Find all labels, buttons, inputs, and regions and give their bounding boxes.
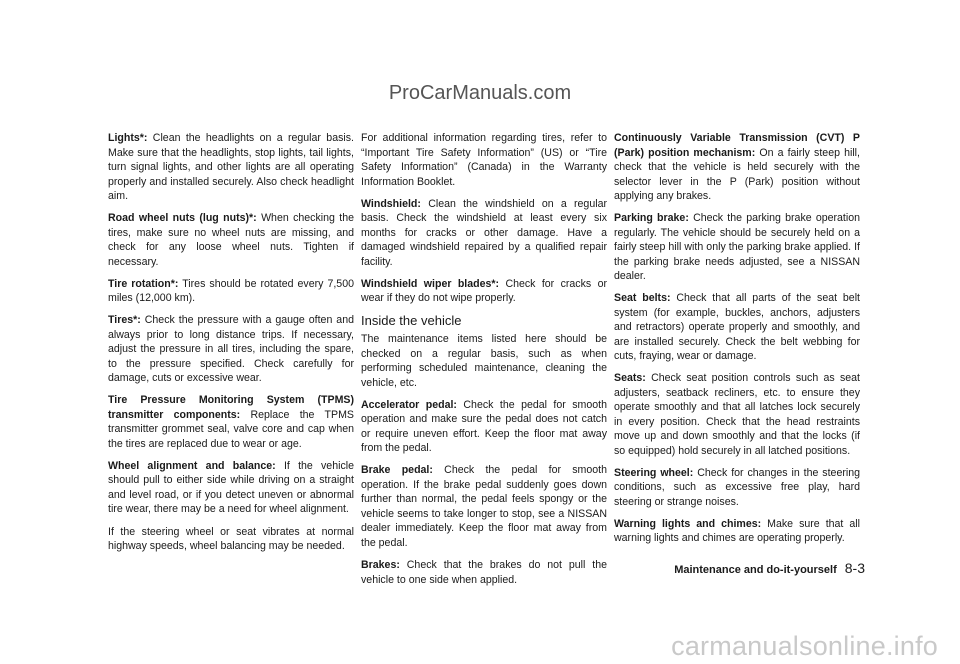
paragraph-label: Road wheel nuts (lug nuts)*:: [108, 212, 257, 225]
paragraph-label: Seat belts:: [614, 292, 671, 305]
watermark-top: ProCarManuals.com: [388, 82, 572, 104]
paragraph-label: Lights*:: [108, 132, 148, 144]
paragraph: [614, 291, 860, 364]
paragraph-text: Check seat position controls such as seat adjusters, seatback recliners, etc. to ensure they operate smoothly and that all latches lock securely in every position. Check that the head restraints move up and down smoothly and that the locks (if so equipped) hold securely in all latched positions.: [614, 372, 860, 457]
paragraph-text: Check for cracks or wear if they do not wipe properly.: [361, 277, 607, 305]
paragraph: [361, 463, 607, 550]
paragraph: [614, 466, 860, 510]
paragraph: [108, 313, 354, 386]
paragraph: [108, 393, 354, 451]
paragraph-label: Tire Pressure Monitoring System (TPMS) transmitter components:: [108, 394, 354, 421]
paragraph: [614, 131, 860, 204]
paragraph-label: Brakes:: [361, 559, 400, 572]
paragraph: [614, 211, 860, 284]
paragraph: [361, 398, 607, 456]
column-3: [614, 131, 860, 554]
paragraph-text: Replace the TPMS transmitter grommet seal, valve core and cap when the tires are replaced due to wear or age.: [108, 408, 354, 450]
paragraph-text: Check that all parts of the seat belt system (for example, buckles, anchors, adjusters and retractors) operate properly and smoothly, and are installed securely. Check the belt webbing for cuts, fraying, wear or damage.: [614, 292, 860, 363]
paragraph: [108, 459, 354, 517]
paragraph-label: Seats:: [614, 372, 646, 385]
paragraph: [361, 332, 607, 390]
paragraph-text: The maintenance items listed here should be checked on a regular basis, such as when performing scheduled maintenance, cleaning the vehicle, etc.: [361, 333, 607, 389]
paragraph: [361, 131, 607, 189]
paragraph-text: If the steering wheel or seat vibrates at normal highway speeds, wheel balancing may be needed.: [108, 525, 354, 553]
footer-section-title: Maintenance and do-it-yourself: [674, 564, 837, 576]
paragraph: [108, 211, 354, 269]
paragraph-label: Steering wheel:: [614, 466, 694, 479]
paragraph-label: Parking brake:: [614, 212, 689, 225]
section-heading-inside-vehicle: Inside the vehicle: [361, 313, 462, 329]
paragraph-label: Continuously Variable Transmission (CVT) P (Park) position mechanism:: [614, 132, 860, 159]
paragraph-text: Tires should be rotated every 7,500 miles (12,000 km).: [108, 277, 354, 305]
paragraph-text: Check the pedal for smooth operation. If the brake pedal suddenly goes down further than normal, the pedal feels spongy or the vehicle seems to take longer to stop, see a NISSAN dealer immediately. Keep the floor mat away from the pedal.: [361, 464, 607, 549]
paragraph: [361, 197, 607, 270]
paragraph-text: Clean the windshield on a regular basis. Check the windshield at least every six months for cracks or other damage. Have a damaged windshield repaired by a qualified repair facility.: [361, 197, 607, 268]
paragraph: [614, 371, 860, 458]
paragraph-text: When checking the tires, make sure no wheel nuts are missing, and check for any loose wheel nuts. Tighten if necessary.: [108, 212, 354, 268]
watermark-bottom: carmanualsonline.info: [671, 631, 938, 661]
paragraph-label: Wheel alignment and balance:: [108, 459, 276, 472]
paragraph: [108, 131, 354, 204]
page-footer: [674, 560, 865, 576]
paragraph-text: Check the pedal for smooth operation and make sure the pedal does not catch or require uneven effort. Keep the floor mat away from the pedal.: [361, 398, 607, 455]
paragraph-text: On a fairly steep hill, check that the vehicle is held securely with the selector lever in the P (Park) position without applying any brakes.: [614, 146, 860, 202]
column-2: [361, 131, 607, 595]
paragraph: [361, 558, 607, 587]
paragraph-text: For additional information regarding tires, refer to “Important Tire Safety Information” (US) or “Tire Safety Information” (Canada) in the Warranty Information Booklet.: [361, 132, 607, 188]
paragraph: [108, 525, 354, 554]
paragraph-text: Check that the brakes do not pull the vehicle to one side when applied.: [361, 559, 607, 586]
paragraph: [361, 277, 607, 306]
column-1: [108, 131, 354, 561]
paragraph-label: Tire rotation*:: [108, 277, 179, 290]
paragraph-label: Warning lights and chimes:: [614, 517, 762, 530]
column-2-top: [361, 131, 607, 306]
paragraph-text: Make sure that all warning lights and chimes are operating properly.: [614, 517, 860, 545]
paragraph-label: Brake pedal:: [361, 464, 433, 477]
paragraph-text: Clean the headlights on a regular basis. Make sure that the headlights, stop lights, tail lights, turn signal lights, and other lights are all operating properly and installed securely. Also check headlight aim.: [108, 132, 354, 202]
column-2-bottom: [361, 332, 607, 587]
paragraph-text: Check the parking brake operation regularly. The vehicle should be securely held on a fairly steep hill with only the parking brake applied. If the parking brake needs adjusted, see a NISSAN dealer.: [614, 212, 860, 283]
paragraph-text: If the vehicle should pull to either side while driving on a straight and level road, or if you detect uneven or abnormal tire wear, there may be a need for wheel alignment.: [108, 459, 354, 516]
paragraph: [108, 277, 354, 306]
paragraph-text: Check for changes in the steering conditions, such as excessive free play, hard steering or strange noises.: [614, 466, 860, 508]
page-number: 8-3: [844, 560, 865, 576]
paragraph-label: Tires*:: [108, 314, 141, 327]
paragraph-label: Accelerator pedal:: [361, 398, 457, 411]
paragraph-text: Check the pressure with a gauge often and always prior to long distance trips. If necessary, adjust the pressure in all tires, including the spare, to the pressure specified. Check carefully for damage, cuts or excessive wear.: [108, 314, 354, 385]
paragraph: [614, 517, 860, 546]
paragraph-label: Windshield:: [361, 197, 421, 210]
paragraph-label: Windshield wiper blades*:: [361, 277, 500, 290]
